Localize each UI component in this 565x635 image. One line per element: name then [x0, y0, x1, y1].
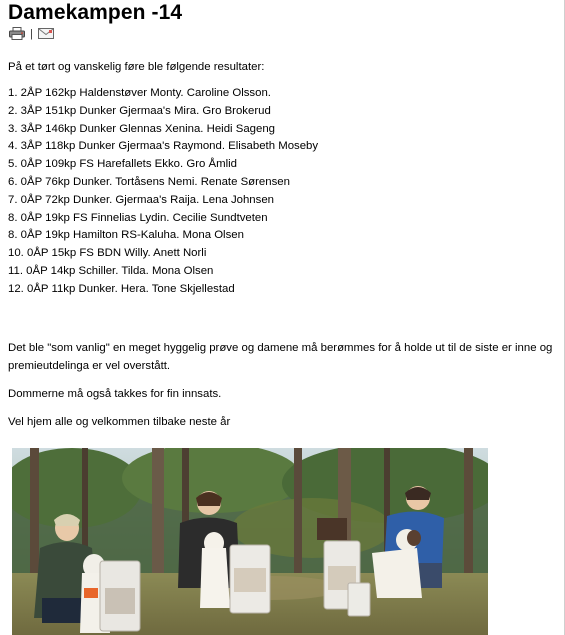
result-item: 4. 3ÅP 118kp Dunker Gjermaa's Raymond. Elisabeth Moseby	[8, 140, 319, 153]
printer-icon[interactable]	[9, 27, 25, 40]
result-item: 1. 2ÅP 162kp Haldenstøver Monty. Caroline Olsson.	[8, 87, 271, 99]
article-title: Damekampen -14	[8, 1, 183, 24]
email-icon[interactable]	[38, 27, 54, 40]
result-item: 3. 3ÅP 146kp Dunker Glennas Xenina. Heidi Sageng	[8, 122, 276, 135]
result-item: 8. 0ÅP 19kp Hamilton RS-Kaluha. Mona Olsen	[8, 229, 244, 242]
result-item: 11. 0ÅP 14kp Schiller. Tilda. Mona Olsen	[8, 264, 214, 277]
result-item: 7. 0ÅP 72kp Dunker. Gjermaa's Raija. Lena Johnsen	[8, 193, 275, 206]
result-item: 8. 0ÅP 19kp FS Finnelias Lydin. Cecilie Sundtveten	[8, 211, 268, 224]
result-item: 12. 0ÅP 11kp Dunker. Hera. Tone Skjellestad	[8, 282, 235, 295]
intro-text: På et tørt og vanskelig føre ble følgende resultater:	[8, 61, 265, 73]
thanks-paragraph: Dommerne må også takkes for fin innsats.	[8, 388, 222, 400]
farewell-paragraph: Vel hjem alle og velkommen tilbake neste år	[8, 416, 231, 428]
event-photo	[12, 448, 488, 635]
closing-paragraph: Det ble "som vanlig" en meget hyggelig prøve og damene må berømmes for å holde ut til de siste er inne og premieutdelinga er vel overstått.	[8, 342, 553, 372]
result-item: 2. 3ÅP 151kp Dunker Gjermaa's Mira. Gro Brokerud	[8, 104, 271, 117]
article-toolbar	[9, 27, 54, 40]
toolbar-separator: |	[30, 27, 33, 40]
results-list	[8, 85, 318, 299]
result-item: 10. 0ÅP 15kp FS BDN Willy. Anett Norli	[8, 247, 207, 260]
result-item: 5. 0ÅP 109kp FS Harefallets Ekko. Gro Åmlid	[8, 158, 237, 171]
result-item: 6. 0ÅP 76kp Dunker. Tortåsens Nemi. Renate Sørensen	[8, 175, 290, 188]
